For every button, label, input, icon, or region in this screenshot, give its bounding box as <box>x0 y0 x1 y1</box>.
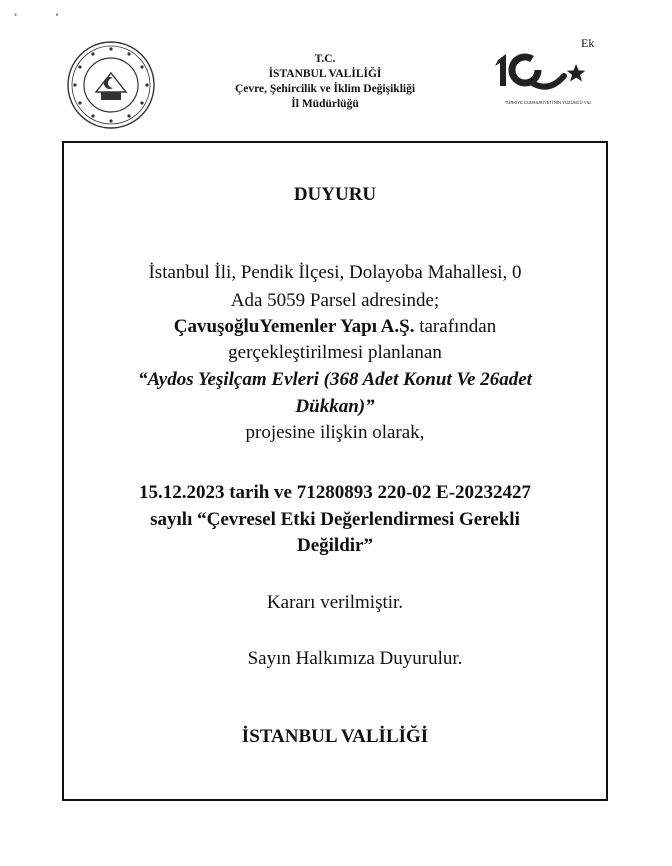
decision-line-3: Değildir” <box>297 535 373 556</box>
project-name-line-1: “Aydos Yeşilçam Evleri (368 Adet Konut Ve 26adet <box>138 369 532 390</box>
header-tc: T.C. <box>314 53 336 65</box>
annex-label: Ek <box>581 36 595 50</box>
company-suffix: tarafından <box>414 316 497 337</box>
ministry-seal-icon <box>66 40 156 130</box>
company-line <box>62 316 608 338</box>
announcement-line: Sayın Halkımıza Duyurulur. <box>247 648 463 669</box>
company-name: ÇavuşoğluYemenler Yapı A.Ş. <box>173 316 415 337</box>
notice-frame <box>62 141 608 801</box>
address-line-1: İstanbul İli, Pendik İlçesi, Dolayoba Mahallesi, 0 <box>148 262 522 283</box>
decision-line-1: 15.12.2023 tarih ve 71280893 220-02 E-20232427 <box>138 482 532 503</box>
centenary-10-icon <box>495 54 585 87</box>
decision-line-2: sayılı “Çevresel Etki Değerlendirmesi Gerekli <box>150 509 520 530</box>
header-governorship: İSTANBUL VALİLİĞİ <box>268 68 382 80</box>
scan-marks: • • <box>14 10 77 20</box>
address-line-2: Ada 5059 Parsel adresinde; <box>230 290 440 311</box>
relation-line: projesine ilişkin olarak, <box>245 422 425 443</box>
header-directorate: İl Müdürlüğü <box>291 98 359 110</box>
centenary-logo <box>492 46 602 108</box>
project-name-line-2: Dükkan)” <box>295 396 375 417</box>
notice-title: DUYURU <box>293 184 377 205</box>
header-department: Çevre, Şehircilik ve İklim Değişikliği <box>234 83 416 95</box>
logo-caption: TÜRKİYE CUMHURİYETİ'NİN YÜZÜNCÜ YILI <box>504 100 592 105</box>
planned-line: gerçekleştirilmesi planlanan <box>228 342 442 363</box>
verdict-line: Kararı verilmiştir. <box>266 592 404 613</box>
issuer-header <box>180 52 470 112</box>
signature-authority: İSTANBUL VALİLİĞİ <box>241 726 429 747</box>
